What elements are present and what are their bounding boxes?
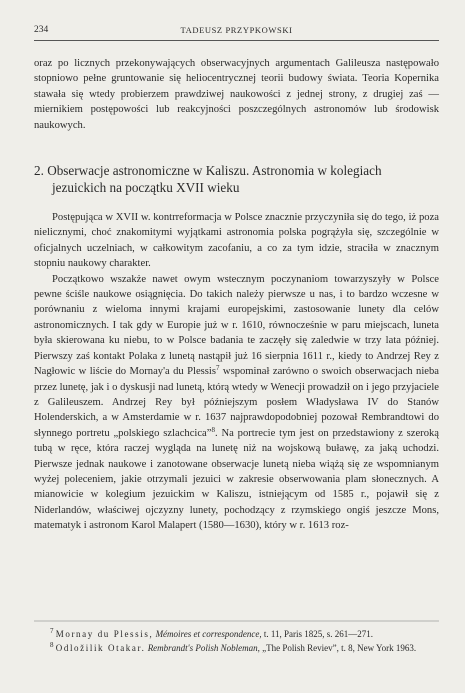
paragraph-2-part-a: Początkowo wszakże nawet owym wstecznym poczynaniom towarzyszyły w Polsce pewne ściśle naukowe osiągnięcia. Do takich należy pierwsze u nas, i to bardzo wczesne w porównaniu z wieloma innymi krajami europejskimi, zastosowanie lunety dla celów astronomicznych. I tak gdy w Europie już w r. 1610, równocześnie w paru miejscach, luneta była skierowana ku niebu, to w Polsce badania te zaczęły się zaledwie w trzy lata później. Pierwszy zaś kontakt Polaka z lunetą nastąpił już 16 sierpnia 1611 r., kiedy to Andrzej Rey z Nagłowic w liście do Mornay'a du Plessis xyxy=(34,273,439,378)
footnote-7-title: Mémoires et correspondence, xyxy=(155,629,262,639)
main-text xyxy=(34,56,439,534)
footnote-8 xyxy=(34,642,439,656)
footnote-ref-8: 8 xyxy=(211,425,215,434)
footnotes xyxy=(34,628,439,655)
paragraph-2-part-c: . Na portrecie tym jest on przedstawiony z szeroką tubą w ręce, która raczej wygląda na lunetę niż na wojskową buławę, za jaką uchodzi. Pierwsze jednak naukowe i zanotowane obserwacje lunetą nieba wiążą się ze wspomnianym wyżej poleceniem, jakie otrzymali jezuici w zakresie obserwowania plam słonecznych. A mianowicie w kolegium jezuickim w Kaliszu, istniejącym od 1585 r., pojawił się z Niderlandów, właściwej ojczyzny lunety, pochodzący z rzymskiego ongiś jeszcze Mons, matematyk i astronom Karol Malapert (1580—1630), który w r. 1613 roz- xyxy=(34,427,439,532)
footnote-7-number: 7 xyxy=(50,627,54,635)
section-heading: 2. Obserwacje astronomiczne w Kaliszu. Astronomia w kolegiach jezuickich na początku XVII wieku xyxy=(34,163,382,195)
footnote-7-author: Mornay du Plessis, xyxy=(55,629,154,639)
paragraph-2 xyxy=(34,272,439,534)
footnote-7 xyxy=(34,628,439,642)
footnote-8-title: Rembrandt's Polish Nobleman, xyxy=(147,642,260,653)
footnote-separator xyxy=(34,620,439,622)
footnote-8-number: 8 xyxy=(50,640,54,649)
footnote-8-rest: „The Polish Reviev”, t. 8, New York 1963. xyxy=(259,642,417,653)
page-number: 234 xyxy=(34,25,49,35)
intro-paragraph: oraz po licznych przekonywających obserwacyjnych argumentach Galileusza następowało stopniowo pełne gruntowanie się heliocentrycznej teorii budowy świata. Teoria Kopernika stawała się wtedy probierzem prawdziwej naukowości z jednej strony, z drugiej zaś — miernikiem postępowości lub reakcyjności poszczególnych astronomów lub środowisk naukowych. xyxy=(34,58,439,131)
header-rule xyxy=(34,40,439,41)
footnote-7-rest: t. 11, Paris 1825, s. 261—271. xyxy=(261,629,374,639)
running-title: TADEUSZ PRZYPKOWSKI xyxy=(180,25,293,35)
paragraph-1: Postępująca w XVII w. kontrreformacja w Polsce znacznie przyczyniła się do tego, iż poza nielicznymi, choć znakomitymi wyjątkami astronomia polska pogrążyła się, szczególnie w oficjalnych uczelniach, w całkowitym zacofaniu, a co za tym idzie, straciła w znacznym stopniu naukowy charakter. xyxy=(34,212,439,270)
footnote-8-author: Odložilik Otakar. xyxy=(55,642,146,653)
paragraph-2-part-b: wspominał zarówno o swoich obserwacjach nieba przez lunetę, jak i o dyskusji nad lunetą, którą wtedy w Wenecji prowadził on i jego przyjaciele z Galileuszem. Andrzej Rey był późniejszym posłem Władysława IV do Stanów Holenderskich, a w Amsterdamie w r. 1637 najprawdopodobniej pozował Rembrandtowi do słynnego portretu „polskiego szlachcica” xyxy=(34,366,439,439)
footnote-ref-7: 7 xyxy=(216,364,220,373)
